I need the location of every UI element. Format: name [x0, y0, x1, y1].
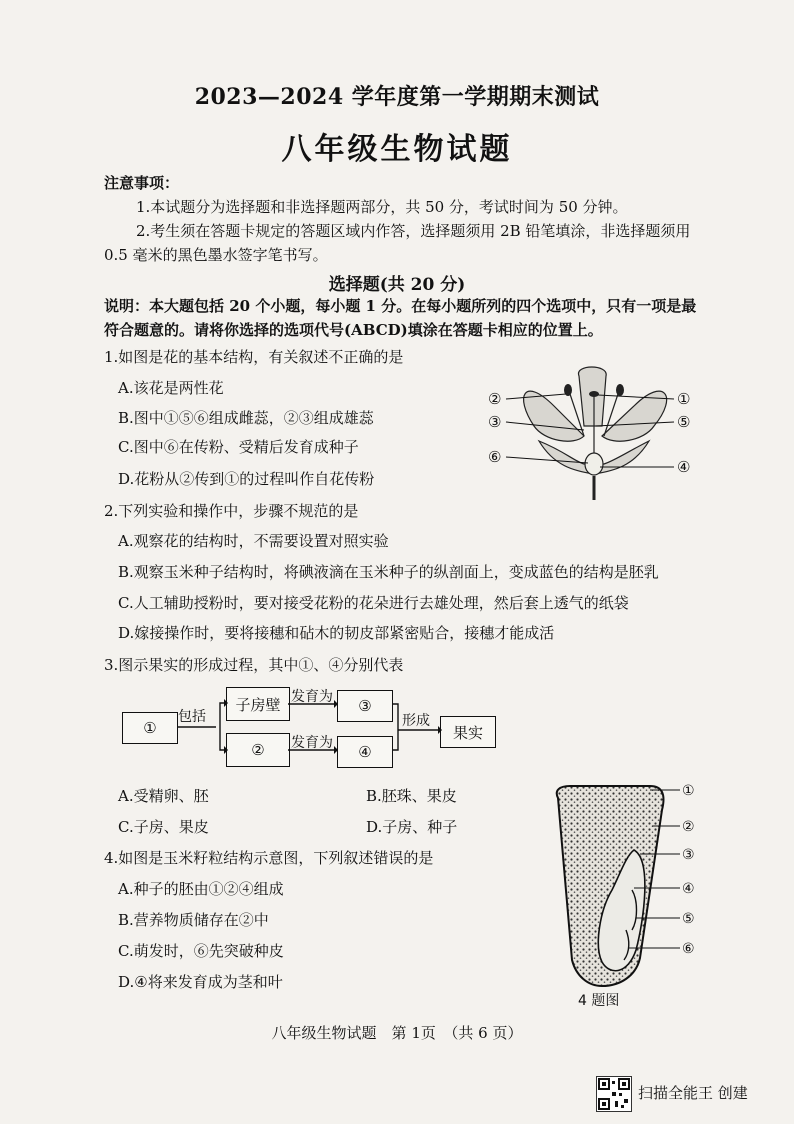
flow-box-3: ③: [337, 690, 393, 722]
page-title: 八年级生物试题: [281, 132, 513, 167]
flower-label-4: ④: [677, 458, 691, 476]
q3-option-c: C.子房、果皮: [118, 818, 209, 836]
section-desc-1: 说明：本大题包括 20 个小题，每小题 1 分。在每小题所列的四个选项中，只有一项是最: [104, 297, 697, 315]
section-desc-2: 符合题意的。请将你选择的选项代号(ABCD)填涂在答题卡相应的位置上。: [104, 321, 603, 339]
flow-label-form: 形成: [402, 713, 430, 729]
q4-option-d: D.④将来发育成为茎和叶: [118, 973, 283, 991]
flower-petal-right: [602, 391, 667, 441]
flower-anther-right: [616, 384, 624, 396]
flow-label-include: 包括: [178, 709, 206, 725]
corn-caption: 4 题图: [578, 993, 620, 1009]
flower-petal-left: [524, 391, 584, 441]
flow-box-ovary-wall: 子房壁: [226, 687, 290, 721]
flow-box-fruit: 果实: [440, 716, 496, 748]
flower-label-5: ⑤: [677, 413, 691, 431]
corn-kernel-diagram: [540, 780, 710, 1010]
q1-option-d: D.花粉从②传到①的过程叫作自花传粉: [118, 470, 375, 488]
page-footer: 八年级生物试题 第 1页 （共 6 页）: [271, 1024, 523, 1042]
flower-ovary: [585, 453, 603, 475]
q4-option-b: B.营养物质储存在②中: [118, 911, 269, 929]
q1-option-b: B.图中①⑤⑥组成雌蕊，②③组成雄蕊: [118, 409, 374, 427]
q2-option-a: A.观察花的结构时，不需要设置对照实验: [118, 532, 389, 550]
q2-option-d: D.嫁接操作时，要将接穗和砧木的韧皮部紧密贴合，接穗才能成活: [118, 624, 555, 642]
corn-label-1: ①: [682, 783, 695, 799]
flower-label-1: ①: [677, 390, 691, 408]
q2-option-c: C.人工辅助授粉时，要对接受花粉的花朵进行去雄处理，然后套上透气的纸袋: [118, 594, 629, 612]
flower-stigma: [589, 391, 599, 397]
q3-stem: 3.图示果实的形成过程，其中①、④分别代表: [104, 656, 404, 674]
q3-option-d: D.子房、种子: [366, 818, 458, 836]
flow-label-develop-1: 发育为: [291, 689, 333, 705]
q4-option-a: A.种子的胚由①②④组成: [118, 880, 284, 898]
corn-label-2: ②: [682, 819, 695, 835]
notes-heading: 注意事项：: [104, 174, 180, 192]
q4-stem: 4.如图是玉米籽粒结构示意图，下列叙述错误的是: [104, 849, 434, 867]
q3-option-b: B.胚珠、果皮: [366, 787, 457, 805]
flower-label-6: ⑥: [488, 448, 502, 466]
q1-stem: 1.如图是花的基本结构，有关叙述不正确的是: [104, 348, 404, 366]
flow-box-4: ④: [337, 736, 393, 768]
exam-period-title: 2023—2024 学年度第一学期期末测试: [194, 84, 600, 110]
q3-option-a: A.受精卵、胚: [118, 787, 209, 805]
qr-code-icon: [596, 1076, 632, 1112]
flower-label-3: ③: [488, 413, 502, 431]
corn-label-3: ③: [682, 847, 695, 863]
notes-item-2a: 2.考生须在答题卡规定的答题区域内作答，选择题须用 2B 铅笔填涂，非选择题须用: [136, 222, 691, 240]
q1-option-c: C.图中⑥在传粉、受精后发育成种子: [118, 438, 359, 456]
q4-option-c: C.萌发时，⑥先突破种皮: [118, 942, 284, 960]
q1-option-a: A.该花是两性花: [118, 379, 224, 397]
flower-diagram: [484, 366, 704, 502]
q2-option-b: B.观察玉米种子结构时，将碘液滴在玉米种子的纵剖面上，变成蓝色的结构是胚乳: [118, 563, 659, 581]
scanner-watermark: 扫描全能王 创建: [638, 1084, 748, 1102]
section-title: 选择题(共 20 分): [328, 275, 466, 295]
flow-label-develop-2: 发育为: [291, 735, 333, 751]
corn-label-5: ⑤: [682, 911, 695, 927]
corn-label-4: ④: [682, 881, 695, 897]
flower-label-2: ②: [488, 390, 502, 408]
corn-label-6: ⑥: [682, 941, 695, 957]
flow-box-1: ①: [122, 712, 178, 744]
notes-item-1: 1.本试题分为选择题和非选择题两部分，共 50 分，考试时间为 50 分钟。: [136, 198, 628, 216]
q2-stem: 2.下列实验和操作中，步骤不规范的是: [104, 502, 359, 520]
flow-box-2: ②: [226, 733, 290, 767]
notes-item-2b: 0.5 毫米的黑色墨水签字笔书写。: [104, 246, 328, 264]
